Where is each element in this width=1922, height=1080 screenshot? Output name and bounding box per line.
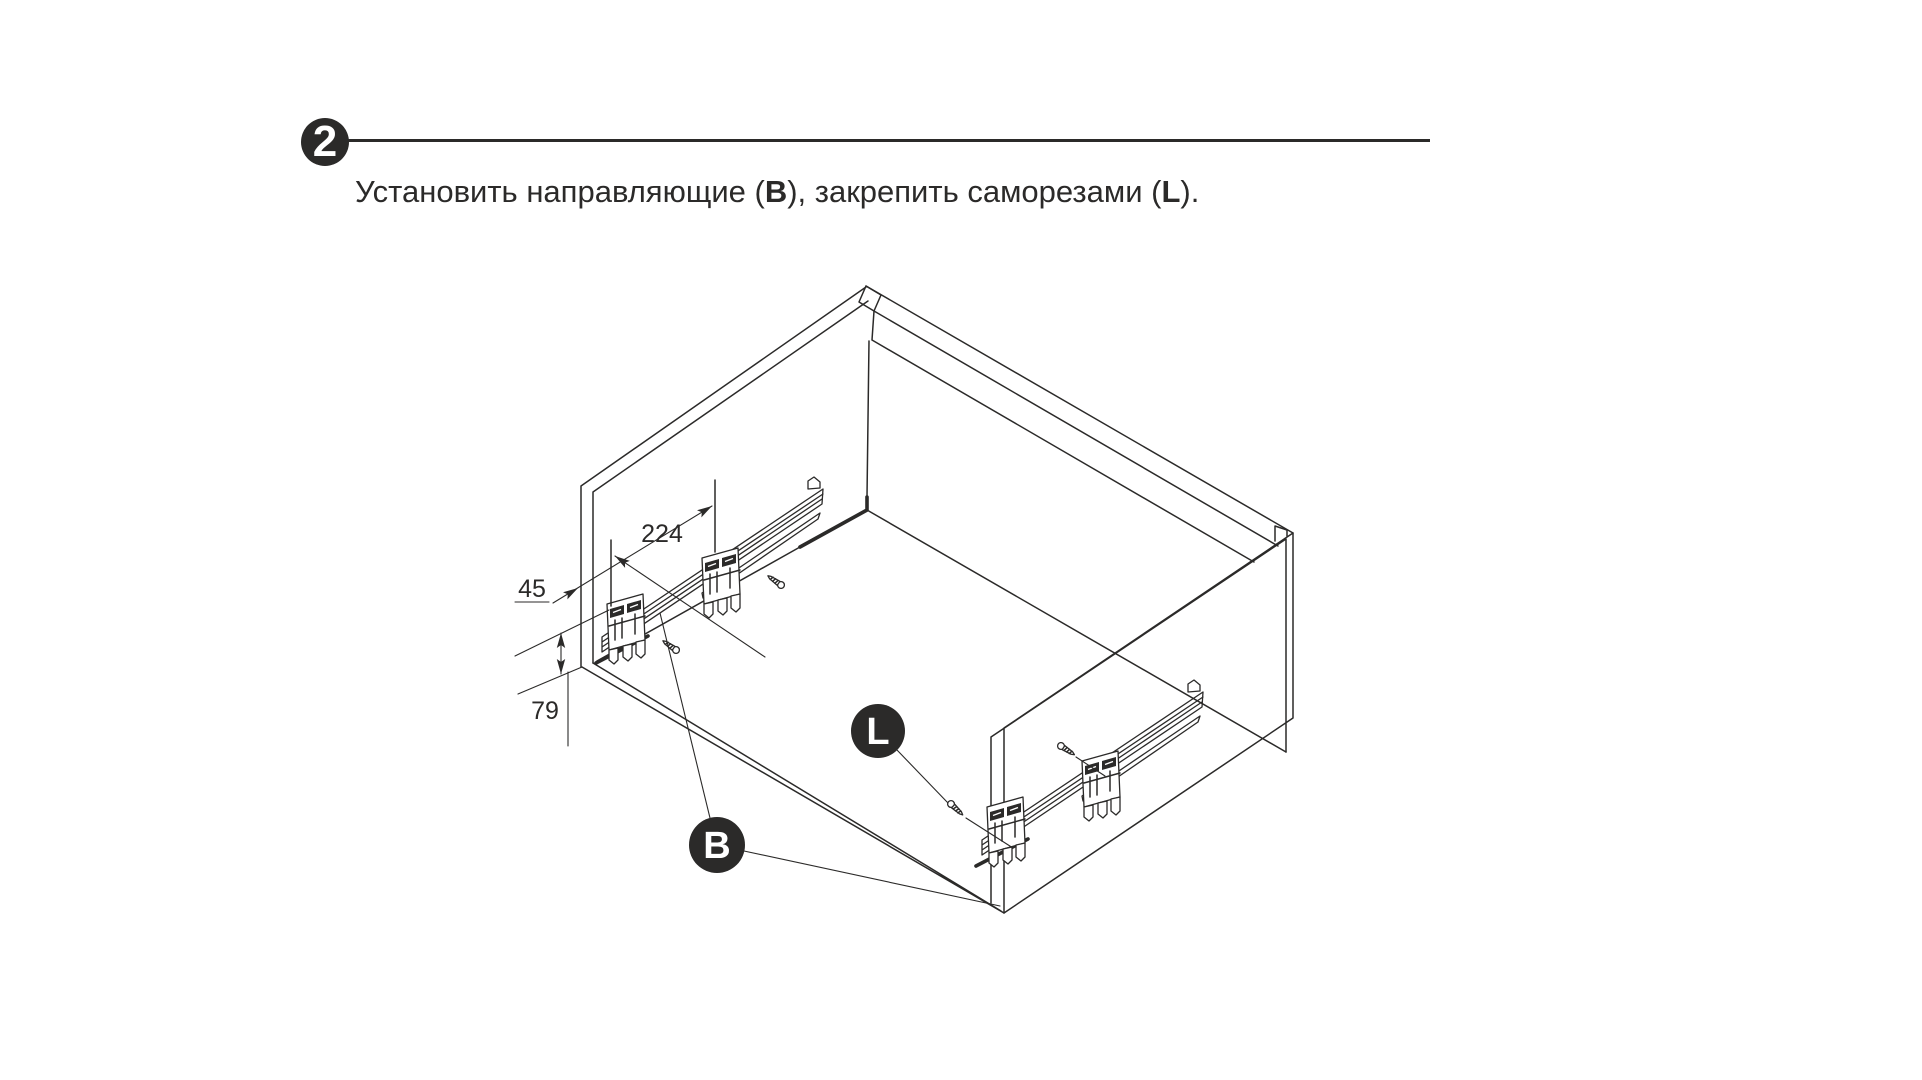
right-slide-rail (976, 680, 1203, 867)
screw-icon (766, 573, 786, 590)
instruction-segment: ). (1180, 174, 1200, 209)
screw-icon (661, 638, 681, 655)
instruction-segment: ), закрепить саморезами ( (787, 174, 1162, 209)
bottom-back-edge (867, 510, 1286, 752)
back-left-corner (867, 341, 869, 497)
callout-l-label: L (866, 711, 890, 753)
part-ref-b: B (764, 174, 788, 209)
callout-b-leader-right (744, 851, 1000, 906)
part-ref-l: L (1161, 174, 1181, 209)
callout-b-leader-left (660, 613, 710, 818)
callout-b (660, 613, 1000, 906)
right-panel-edges (991, 533, 1293, 913)
dimension-45 (515, 575, 549, 603)
bottom-front-edge (582, 663, 1004, 913)
dim-224-label: 224 (641, 520, 683, 548)
top-stretcher (866, 286, 1293, 562)
screw-icon (946, 799, 965, 817)
back-left-corner-foot (800, 497, 867, 547)
dim-79-label: 79 (531, 697, 559, 725)
cabinet-carcass (581, 286, 1293, 913)
left-slide-rail (596, 477, 823, 664)
callout-b-label: B (703, 825, 731, 867)
dim-45-label: 45 (518, 575, 546, 603)
step-number: 2 (312, 117, 338, 166)
dimension-79 (515, 610, 609, 746)
screw-icon (1056, 741, 1076, 757)
instruction-segment: Установить направляющие ( (355, 174, 765, 209)
